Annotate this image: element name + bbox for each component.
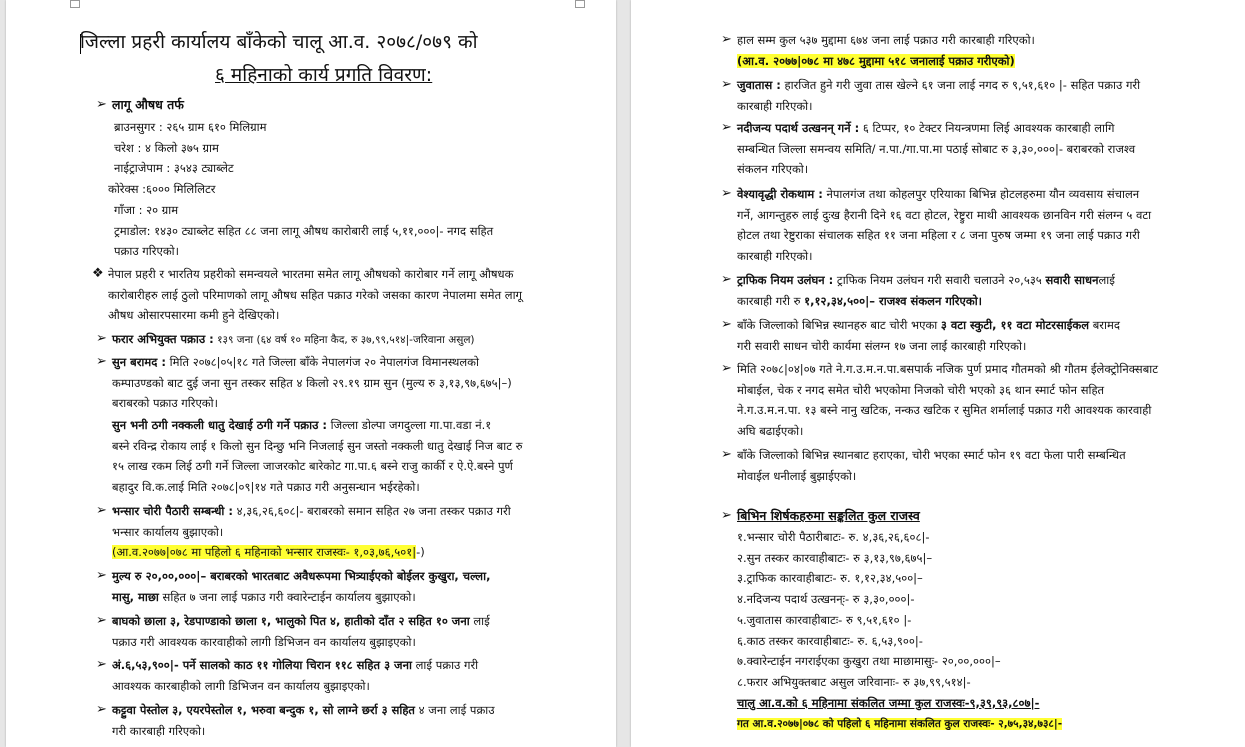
drug-item: नाईट्राजेपाम : ३५४३ ट्याब्लेट [114,161,234,176]
revenue-item: ६.काठ तस्कर कारवाहीबाटः- रु. ६,५३,९००|- [737,633,923,648]
tramadol-line: पक्राउ गरिएको। [114,244,179,259]
traffic-paragraph [737,270,1115,311]
returned-phones-paragraph [737,445,1126,486]
paragraph-bold: सवारी साधन [1045,273,1099,287]
cases-highlight: (आ.व. २०७७|०७८ मा ४७८ मुद्दामा ५१८ जनालाई पक्राउ गरीएको) [737,53,1015,68]
cases-paragraph [737,30,1035,71]
bullet-arrow: ➢ [721,508,732,523]
paragraph-line: गरी सवारी साधन चोरी कार्यमा संलग्न १७ जना लाई कारबाही गरिएको। [737,338,1027,353]
paragraph-text: सहित ७ जना लाई पक्राउ गरी क्वारेन्टाईन कार्यालय बुझाएको। [158,589,416,604]
paragraph-line: बाँके जिल्लाको बिभिन्न स्थानबाट हराएका, चोरी भएका स्मार्ट फोन १९ वटा फेला पारी सम्बन्धित [737,448,1126,462]
paragraph-bold: अं.६,५३,९००|- पर्ने सालको काठ ११ गोलिया चिरान ११८ सहित ३ जना [112,658,412,672]
river-material-paragraph [737,118,1135,180]
prostitution-label: वेश्यावृद्धी रोकथाम : [737,187,823,201]
customs-highlight: (आ.व.२०७७|०७८ मा पहिलो ६ महिनाको भन्सार राजस्वः- १,०३,७६,५०१| [112,545,417,560]
paragraph-line: कम्पाउण्डको बाट दुई जना सुन तस्कर सहित ४ किलो २९.१९ ग्राम सुन (मुल्य रु ३,१३,९७,६७५|–) [112,375,512,390]
gambling-label: जुवातास : [737,78,781,92]
nepal-india-paragraph [108,264,522,326]
revenue-item: ७.क्वारेन्टाईन नगराईएका कुखुरा तथा माछामासुः- २०,००,०००|– [737,654,1001,669]
revenue-item: २.सुन तस्कर कारवाहीबाटः- रु ३,१३,९७,६७५|– [737,550,933,565]
tramadol-line: ट्रमाडोल: १४३० ट्याब्लेट सहित ८८ जना लागू औषध कारोबारी लाई ५,११,०००|- नगद सहित [114,223,494,238]
paragraph-text: -) [416,545,425,560]
paragraph-line: कारोबारीहरु लाई ठुलो परिमाणको लागू औषध सहित पक्राउ गरेको जसका कारण नेपालमा समेत लागू [108,287,523,302]
bullet-arrow: ➢ [721,447,732,462]
paragraph-bold: १,१२,३४,५००|– राजश्व संकलन गरिएको। [804,293,983,308]
river-material-label: नदीजन्य पदार्थ उत्खनन् गर्ने : [737,121,860,135]
paragraph-text: लाई [1098,273,1115,287]
paragraph-line: मोवाईल धनीलाई बुझाईएको। [737,468,857,483]
bullet-arrow: ➢ [96,331,107,346]
paragraph-text: नेपालगंज तथा कोहलपुर एरियाका बिभिन्न होटलहरुमा यौन व्यवसाय संचालन [822,187,1140,201]
customs-label: भन्सार चोरी पैठारी सम्बन्धी : [112,504,234,518]
paragraph-line: मुल्य रु २०,००,०००|– बराबरको भारतबाट अवैधरूपमा भित्र्याईएको बोईलर कुखुरा, चल्ला, [112,569,491,583]
revenue-item: ५.जुवातास कारवाहीबाटः- रु ९,५१,६१० |- [737,612,912,627]
bullet-arrow: ➢ [721,186,732,201]
paragraph-bold: कट्टुवा पेस्तोल ३, एयरपेस्तोल १, भरुवा बन्दुक १, सो लाग्ने छर्रा ३ सहित [112,703,415,717]
absconder-label: फरार अभियुक्त पक्राउ : [112,332,214,346]
vehicle-theft-paragraph [737,315,1120,356]
paragraph-line: कारबाही गरिएको। [737,98,813,113]
gold-seizure-paragraph [112,352,512,414]
traffic-label: ट्राफिक नियम उलंघन : [737,273,834,287]
bullet-arrow: ➢ [96,657,107,672]
timber-paragraph [112,655,478,696]
drug-item: चरेश : ४ किलो ३७५ ग्राम [114,140,219,155]
revenue-item: ४.नदिजन्य पदार्थ उत्खनन्ः- रु ३,३०,०००|- [737,592,915,607]
bullet-arrow: ➢ [96,568,107,583]
paragraph-bold: ३ वटा स्कुटी, ११ वटा मोटरसाईकल [940,318,1090,332]
paragraph-text: ६ टिप्पर, १० टेक्टर नियन्त्रणमा लिई आवश्यक कारबाही लागि [859,121,1115,135]
drug-list [108,117,494,262]
revenue-item: ३.ट्राफिक कारवाहीबाटः- रु. १,१२,३४,५००|– [737,571,923,586]
paragraph-line: संकलन गरिएको। [737,162,809,177]
paragraph-bold: बाघको छाला ३, रेडपाण्डाको छाला १, भालुको पित ४, हातीको दाँत २ सहित १० जना [112,614,470,628]
paragraph-line: कारबाही गरिएको। [737,249,813,264]
paragraph-line: सम्बन्धित जिल्ला समन्वय समिति/ न.पा./गा.पा.मा पठाई सोबाट रु ३,३०,०००|- बराबरको राजश्व [737,141,1136,156]
paragraph-line: पक्राउ गरी आवश्यक कारवाहीको लागी डिभिजन वन कार्यालय बुझाइएको। [112,634,416,649]
bullet-arrow: ➢ [721,77,732,92]
paragraph-bold: मासु, माछा [112,589,159,604]
paragraph-line: बराबरको पक्राउ गरिएको। [112,396,218,411]
fake-gold-paragraph [112,415,523,498]
drug-heading: लागू औषध तर्फ [112,97,184,112]
paragraph-line: मोबाईल, चेक र नगद समेत चोरी भएकोमा निजको चोरी भएको ३६ थान स्मार्ट फोन सहित [737,382,1105,397]
paragraph-line: औषध ओसारपसारमा कमी हुने देखिएको। [108,308,280,323]
paragraph-text: लाई पक्राउ गरी [411,658,479,672]
revenue-list [737,527,1062,735]
phone-theft-paragraph [737,359,1158,442]
paragraph-line: बस्ने रविन्द्र रोकाय लाई १ किलो सुन दिन्छु भनि निजलाई सुन जस्तो नक्कली धातु देखाई निज बाट रु [112,438,523,453]
paragraph-line: होटल तथा रेष्टुराका संचालक सहित ११ जना महिला र ८ जना पुरुष जम्मा १९ जना लाई पक्राउ गरी [737,228,1140,243]
revenue-heading: बिभिन शिर्षकहरुमा सङ्कलित कुल राजस्व [737,508,920,523]
revenue-total: चालु आ.व.को ६ महिनामा संकलित जम्मा कुल राजस्वः-९,३९,९३,८०७|- [737,695,1040,710]
gold-seizure-label: सुन बरामद : [112,355,166,369]
drug-item: गाँजा : २० ग्राम [114,202,179,217]
bullet-arrow: ➢ [96,613,107,628]
paragraph-line: आवश्यक कारबाहीको लागी डिभिजन वन कार्यालय बुझाइएको। [112,678,370,693]
bullet-arrow: ➢ [96,97,107,112]
paragraph-line: नेपाल प्रहरी र भारतिय प्रहरीको समन्वयले भारतमा समेत लागू औषधको कारोबार गर्ने लागू औषधक [108,267,514,281]
page-title-line1: जिल्ला प्रहरी कार्यालय बाँकेको चालू आ.व. २०७८/०७९ को [80,31,478,53]
bullet-arrow: ➢ [721,317,732,332]
image-handle-left[interactable] [70,0,80,8]
drug-item: कोरेक्स :६००० मिलिलिटर [108,182,216,197]
paragraph-text: मिति २०७८|०५|१८ गते जिल्ला बाँके नेपालगंज २० नेपालगंज विमानस्थलको [166,355,479,369]
paragraph-text: लाई [469,614,490,628]
revenue-item: १.भन्सार चोरी पैठारीबाटः- रु. ४,३६,२६,६०८|- [737,530,930,544]
bullet-arrow: ➢ [96,503,107,518]
poultry-paragraph [112,566,490,607]
image-handle-right[interactable] [575,0,585,8]
paragraph-text: कारबाही गरी रु [737,293,805,308]
paragraph-line: भन्सार कार्यालय बुझाएको। [112,524,224,539]
paragraph-text: बरामद [1089,318,1120,332]
paragraph-line: मिति २०७८|०४|०७ गते ने.ग.उ.म.न.पा.बसपार्क नजिक पुर्ण प्रमाद गौतमको श्री गौतम ईलेक्ट्रोनिक्सबाट [737,362,1159,376]
paragraph-text: जिल्ला डोल्पा जगदुल्ला गा.पा.वडा नं.१ [327,418,492,432]
paragraph-line: गर्ने, आगन्तुहरु लाई दुःख हैरानी दिने १६ वटा होटल, रेष्ट्रुरा माथी आवश्यक छानविन गरी संलग्न ५ वटा [737,207,1152,222]
page-title-line2: ६ महिनाको कार्य प्रगति विवरण: [215,64,433,86]
document-page-right [631,0,1245,747]
paragraph-line: १५ लाख रकम लिई ठगी गर्ने जिल्ला जाजरकोट बारेकोट गा.पा.६ बस्ने राजु कार्की र ऐ.ऐ.बस्ने पुर्ण [112,459,513,474]
absconder-text: १३९ जना (६४ वर्ष १० महिना कैद, रु ३७,९९,५१४|-जरिवाना असुल) [213,334,475,346]
document-page-left [6,0,616,747]
bullet-arrow: ➢ [721,272,732,287]
bullet-arrow: ➢ [721,120,732,135]
bullet-arrow: ➢ [96,354,107,369]
bullet-arrow: ➢ [96,702,107,717]
paragraph-text: ट्राफिक नियम उलंघन गरी सवारी चलाउने २०,५३५ [833,273,1046,287]
bullet-arrow: ➢ [721,361,732,376]
bullet-arrow: ➢ [721,32,732,47]
bullet-diamond: ❖ [92,266,104,281]
paragraph-line: अघि बढाईएको। [737,424,804,439]
prostitution-paragraph [737,184,1151,267]
fake-gold-label: सुन भनी ठगी नक्कली धातु देखाई ठगी गर्ने पक्राउ : [112,418,328,432]
paragraph-line: हाल सम्म कुल ५३७ मुद्दामा ६७४ जना लाई पक्राउ गरी कारबाही गरिएको। [737,33,1035,47]
customs-paragraph [112,501,511,563]
wildlife-paragraph [112,611,490,652]
revenue-previous-year: गत आ.व.२०७७|०७८ को पहिलो ६ महिनामा संकलित कुल राजस्वः- २,७५,३४,७३८|- [737,718,1063,731]
gambling-paragraph [737,75,1140,116]
revenue-item: ८.फरार अभियुक्तबाट असुल जरिवानाः- रु ३७,९९,५१४|- [737,674,971,689]
absconder-paragraph [112,329,475,351]
paragraph-text: हारजित हुने गरी जुवा तास खेल्ने ६१ जना लाई नगद रु ९,५१,६१० |- सहित पक्राउ गरी [780,78,1141,92]
paragraph-text: ४ जना लाई पक्राउ [415,703,495,717]
weapon-paragraph [112,700,495,741]
drug-item: ब्राउनसुगर : २६५ ग्राम ६१० मिलिग्राम [114,120,267,134]
paragraph-text: बाँके जिल्लाको बिभिन्न स्थानहरु बाट चोरी भएका [737,318,941,332]
paragraph-line: ने.ग.उ.म.न.पा. १३ बस्ने नानु खटिक, नन्कउ खटिक र सुमित शर्मालाई पक्राउ गरी आवश्यक कारवाही [737,403,1152,418]
paragraph-line: गरी कारबाही गरिएको। [112,723,206,738]
paragraph-line: बहादुर वि.क.लाई मिति २०७८|०९|१४ गते पक्राउ गरी अनुसन्धान भईरहेको। [112,480,420,495]
paragraph-text: ४,३६,२६,६०८|- बराबरको समान सहित २७ जना तस्कर पक्राउ गरी [233,504,511,518]
